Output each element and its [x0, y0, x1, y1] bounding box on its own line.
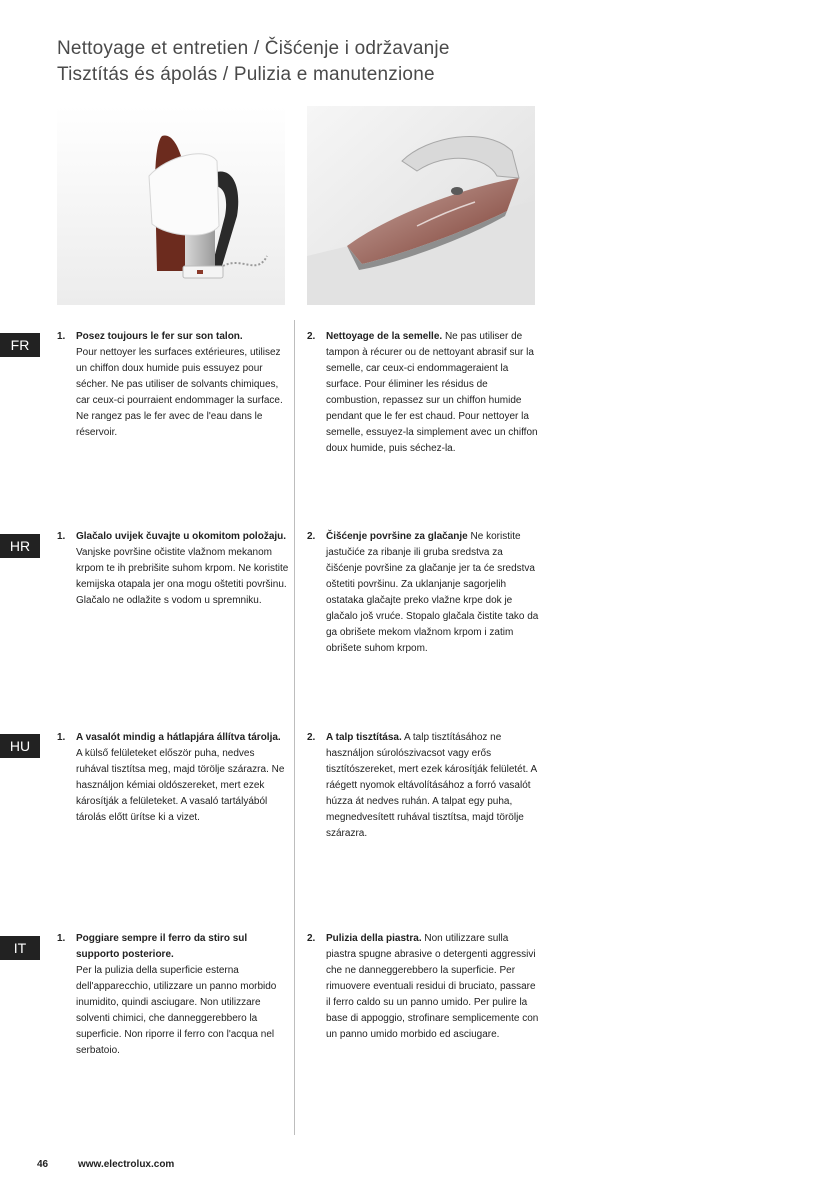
item-text: Ne koristite jastučiće za ribanje ili gruba sredstva za čišćenje površine za glačanje jer ta će sredstva oštetiti površinu. Za uklanjanje sagorjelih ostataka glačajte preko vlažne krpe dok je glačalo još vruće. Stopalo glačala čistite tako da ga obrišete mekom vlažnom krpom i zatim obrišete suhom krpom. [326, 531, 539, 654]
page-title-line-2: Tisztítás és ápolás / Pulizia e manutenzione [57, 64, 435, 85]
instruction-item [57, 730, 289, 826]
item-text: Non utilizzare sulla piastra spugne abrasive o detergenti aggressivi che ne danneggerebbero la superficie. Per rimuovere eventuali residui di bruciato, passare il ferro caldo su un panno umido. Per pulire la base di appoggio, strofinare semplicemente con un panno umido morbido ed asciugare. [326, 933, 539, 1040]
item-heading: Poggiare sempre il ferro da stiro sul supporto posteriore. [76, 933, 248, 960]
instruction-item [307, 931, 539, 1043]
item-heading: A talp tisztítása. [326, 732, 402, 743]
iron-soleplate-cloth-illustration [307, 106, 535, 305]
language-tab-fr: FR [0, 333, 40, 357]
item-number: 2. [307, 331, 316, 342]
page-title-line-1: Nettoyage et entretien / Čišćenje i održavanje [57, 38, 450, 59]
item-number: 1. [57, 933, 66, 944]
item-text: Vanjske površine očistite vlažnom mekanom krpom te ih prebrišite suhom krpom. Ne koristite kemijska otapala jer ona mogu oštetiti površinu. Glačalo ne odlažite s vodom u spremniku. [76, 547, 289, 606]
iron-heel-cloth-illustration [57, 106, 285, 305]
language-tab-hr: HR [0, 534, 40, 558]
item-number: 2. [307, 933, 316, 944]
item-heading: Glačalo uvijek čuvajte u okomitom položaju. [76, 531, 287, 542]
item-heading: Nettoyage de la semelle. [326, 331, 443, 342]
item-text: A talp tisztításához ne használjon súrolószivacsot vagy erős tisztítószereket, mert ezek károsítják felületét. A ráégett nyomok eltávolításához a forró vasalót húzza át nedves ruhán. A talpat egy puha, megnedvesített ruhával tisztítsa, majd törölje szárazra. [326, 732, 537, 839]
item-number: 1. [57, 732, 66, 743]
item-heading: Pulizia della piastra. [326, 933, 422, 944]
instruction-item [57, 931, 289, 1059]
instruction-item [307, 329, 539, 457]
item-number: 1. [57, 331, 66, 342]
item-heading: A vasalót mindig a hátlapjára állítva tárolja. [76, 732, 281, 743]
instruction-item [57, 329, 289, 441]
website-link[interactable]: www.electrolux.com [78, 1159, 175, 1170]
item-heading: Čišćenje površine za glačanje [326, 531, 468, 542]
item-text: Ne pas utiliser de tampon à récurer ou de nettoyant abrasif sur la semelle, car ceux-ci endommageraient la surface. Pour éliminer les résidus de combustion, repassez sur un chiffon humide pendant que le fer est chaud. Pour nettoyer la semelle, essuyez-la simplement avec un chiffon doux humide, puis séchez-la. [326, 331, 538, 454]
instruction-item [57, 529, 289, 609]
item-number: 2. [307, 732, 316, 743]
page-number: 46 [37, 1159, 49, 1170]
instruction-item [307, 529, 539, 657]
item-number: 1. [57, 531, 66, 542]
item-text: A külső felületeket először puha, nedves ruhával tisztítsa meg, majd törölje szárazra. Ne használjon kémiai oldószereket, mert ezek károsítják a felületeket. A vasaló tartályából tárolás előtt ürítse ki a vizet. [76, 748, 285, 823]
item-text: Per la pulizia della superficie esterna dell'apparecchio, utilizzare un panno morbido inumidito, quindi asciugare. Non utilizzare solventi chimici, che danneggerebbero la superficie. Non riporre il ferro con l'acqua nel serbatoio. [76, 965, 277, 1056]
item-text: Pour nettoyer les surfaces extérieures, utilisez un chiffon doux humide puis essuyez pour sécher. Ne pas utiliser de solvants chimiques, car ceux-ci pourraient endommager la surface. Ne rangez pas le fer avec de l'eau dans le réservoir. [76, 347, 283, 438]
language-tab-it: IT [0, 936, 40, 960]
column-divider [294, 320, 295, 1135]
item-heading: Posez toujours le fer sur son talon. [76, 331, 243, 342]
instruction-item [307, 730, 539, 842]
language-tab-hu: HU [0, 734, 40, 758]
item-number: 2. [307, 531, 316, 542]
